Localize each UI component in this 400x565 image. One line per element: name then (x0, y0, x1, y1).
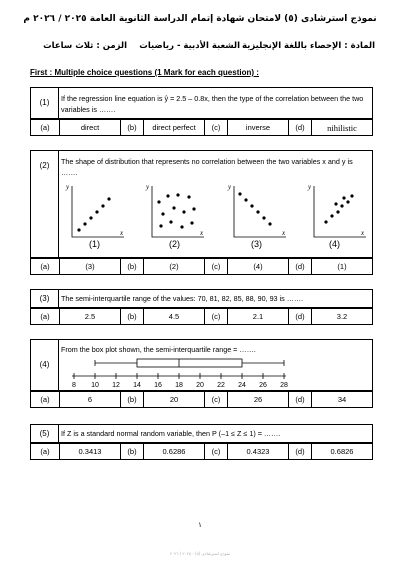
y-axis-label: y (66, 183, 70, 191)
plot-label: (2) (169, 239, 180, 249)
option-letter: (a) (31, 120, 60, 136)
option-value[interactable]: inverse (228, 120, 289, 136)
option-letter: (a) (31, 392, 60, 408)
option-value[interactable]: (2) (144, 259, 205, 275)
option-value[interactable]: 0.3413 (60, 444, 121, 460)
option-letter: (d) (289, 309, 312, 325)
question-5-options (30, 443, 373, 460)
question-text: The shape of distribution that represents no correlation between the two variables x and y is ……. (61, 157, 353, 177)
option-letter: (b) (121, 444, 144, 460)
axis-tick-label: 16 (154, 382, 162, 389)
question-number: (2) (31, 151, 59, 257)
section-title: First : Multiple choice questions (1 Mark for each question) : (30, 68, 259, 77)
box-plot (66, 356, 291, 390)
axis-tick-label: 26 (259, 382, 267, 389)
question-number: (1) (31, 88, 59, 118)
question-4-options (30, 391, 373, 408)
axis-tick-label: 22 (217, 382, 225, 389)
axis-tick-label: 18 (175, 382, 183, 389)
branch-label: الشعبة الأدبية - رياضيات (139, 41, 240, 51)
option-letter: (b) (121, 392, 144, 408)
option-letter: (d) (289, 444, 312, 460)
option-letter: (c) (205, 120, 228, 136)
axis-tick-label: 20 (196, 382, 204, 389)
plot-label: (1) (89, 239, 100, 249)
question-5-box (30, 424, 373, 443)
option-value[interactable]: 34 (312, 392, 373, 408)
option-value[interactable]: 2.5 (60, 309, 121, 325)
option-value[interactable]: direct perfect (144, 120, 205, 136)
question-number: (4) (31, 340, 59, 390)
subject-label: المادة : الإحصاء باللغة الإنجليزية (241, 41, 375, 51)
x-axis-label: x (282, 229, 286, 237)
option-letter: (c) (205, 444, 228, 460)
axis-tick-label: 10 (91, 382, 99, 389)
option-value[interactable]: 6 (60, 392, 121, 408)
option-value[interactable]: 2.1 (228, 309, 289, 325)
option-letter: (a) (31, 309, 60, 325)
option-value[interactable]: (1) (312, 259, 373, 275)
time-label: الزمن : ثلاث ساعات (43, 41, 127, 51)
option-letter: (d) (289, 259, 312, 275)
box (137, 359, 242, 367)
axis-tick-label: 28 (280, 382, 288, 389)
question-2-options (30, 258, 373, 275)
exam-info-row (30, 41, 375, 55)
question-text: If Z is a standard normal random variable, then P (–1 ≤ Z ≤ 1) = ……. (61, 429, 281, 438)
question-3-box (30, 289, 373, 308)
y-axis-label: y (308, 183, 312, 191)
option-letter: (c) (205, 309, 228, 325)
option-value[interactable]: 0.4323 (228, 444, 289, 460)
page-number: ١ (198, 521, 202, 529)
y-axis-label: y (228, 183, 232, 191)
question-text: If the regression line equation is ŷ = 2.5 – 0.8x, then the type of the correlation between the two variables is ……. (61, 94, 364, 114)
option-value[interactable]: 26 (228, 392, 289, 408)
x-axis-label: x (120, 229, 124, 237)
option-letter: (a) (31, 444, 60, 460)
plot-label: (3) (251, 239, 262, 249)
option-value[interactable]: (4) (228, 259, 289, 275)
question-text: The semi-interquartile range of the values: 70, 81, 82, 85, 88, 90, 93 is ……. (61, 294, 304, 303)
option-value[interactable]: 3.2 (312, 309, 373, 325)
question-2-box (30, 150, 373, 258)
axis-tick-label: 12 (112, 382, 120, 389)
option-value[interactable]: (3) (60, 259, 121, 275)
exam-title: نموذج استرشادى (٥) لامتحان شهادة إتمام الدراسة الثانوية العامة ٢٠٢٥ / ٢٠٢٦ م (23, 14, 377, 24)
x-axis-label: x (200, 229, 204, 237)
watermark: نموذج استرشادى (٥) - ٢٠٢٥ / ٢٠٢٦ (169, 551, 231, 556)
x-axis-label: x (361, 229, 365, 237)
option-letter: (b) (121, 120, 144, 136)
question-1-box (30, 87, 373, 119)
y-axis-label: y (146, 183, 150, 191)
option-letter: (d) (289, 392, 312, 408)
question-3-options (30, 308, 373, 325)
question-text: From the box plot shown, the semi-interquartile range = ……. (61, 345, 256, 354)
question-1-options (30, 119, 373, 136)
option-letter: (a) (31, 259, 60, 275)
option-value[interactable]: direct (60, 120, 121, 136)
axis-tick-label: 14 (133, 382, 141, 389)
axis-tick-label: 8 (72, 382, 76, 389)
question-4-box (30, 339, 373, 391)
option-value[interactable]: 0.6286 (144, 444, 205, 460)
axis-tick-label: 24 (238, 382, 246, 389)
option-letter: (d) (289, 120, 312, 136)
plot-label: (4) (329, 239, 340, 249)
option-letter: (b) (121, 309, 144, 325)
option-value[interactable]: 20 (144, 392, 205, 408)
question-number: (3) (31, 290, 59, 307)
option-value[interactable]: nihilistic (312, 120, 373, 136)
option-letter: (b) (121, 259, 144, 275)
option-letter: (c) (205, 392, 228, 408)
option-value[interactable]: 0.6826 (312, 444, 373, 460)
scatter-plots (64, 182, 369, 257)
option-letter: (c) (205, 259, 228, 275)
question-number: (5) (31, 425, 59, 442)
option-value[interactable]: 4.5 (144, 309, 205, 325)
